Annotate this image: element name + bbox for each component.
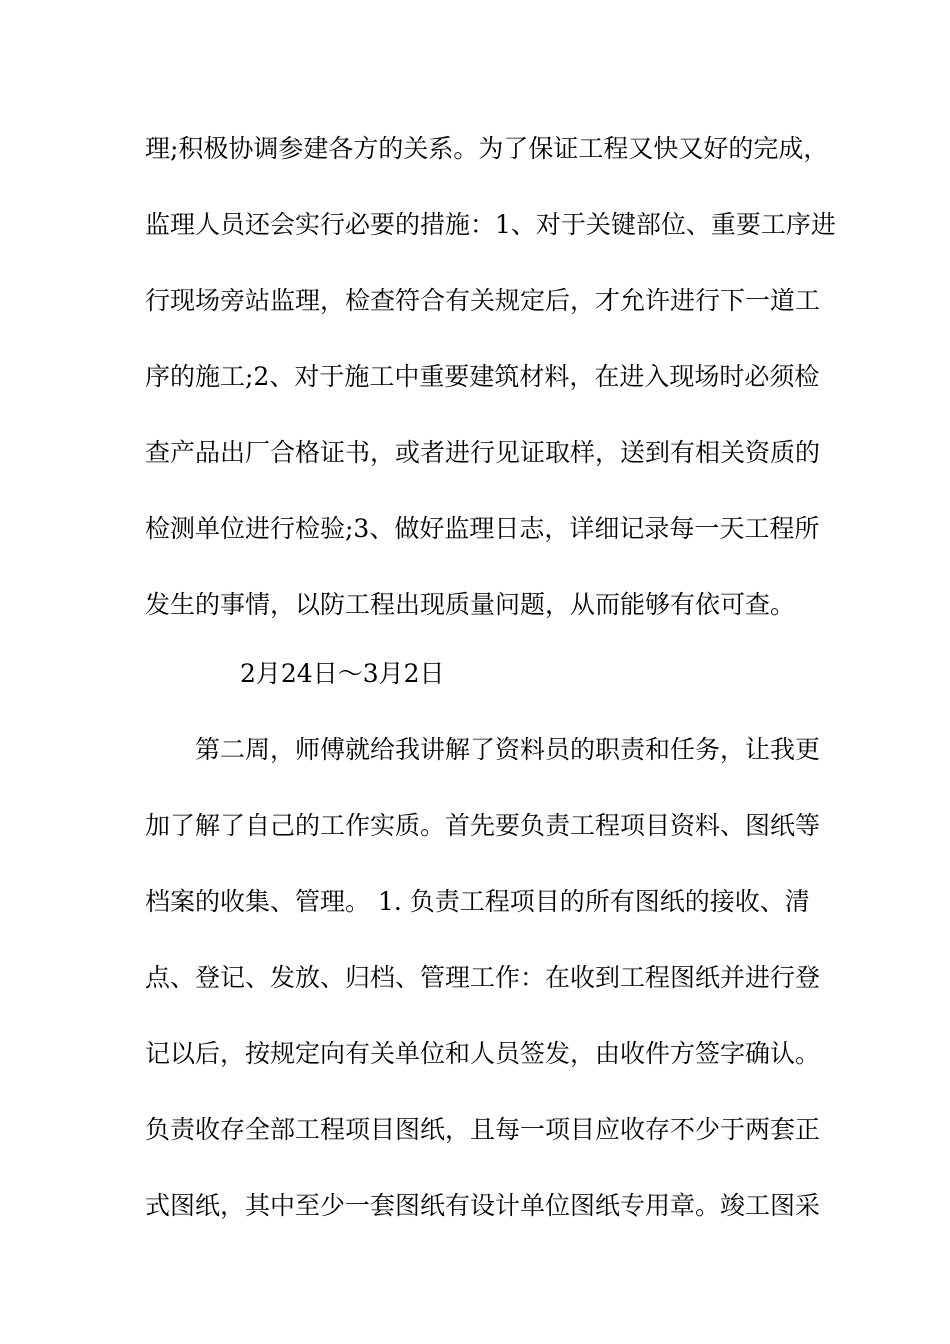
paragraph-start: 第二周，师傅就给我讲解了资料员的职责和任务，让我更 — [195, 735, 821, 764]
text-line: 档案的收集、管理。 1. 负责工程项目的所有图纸的接收、清 — [145, 887, 810, 916]
text-line: 发生的事情，以防工程出现质量问题，从而能够有依可查。 — [145, 590, 796, 619]
date-range-heading: 2月24日～3月2日 — [240, 659, 445, 688]
text-line: 监理人员还会实行必要的措施：1、对于关键部位、重要工序进 — [145, 210, 836, 239]
text-line: 负责收存全部工程项目图纸，且每一项目应收存不少于两套正 — [145, 1115, 821, 1144]
text-line: 检测单位进行检验;3、做好监理日志，详细记录每一天工程所 — [145, 514, 820, 543]
text-line: 点、登记、发放、归档、管理工作：在收到工程图纸并进行登 — [145, 963, 821, 992]
text-line: 式图纸，其中至少一套图纸有设计单位图纸专用章。竣工图采 — [145, 1191, 821, 1220]
text-line: 记以后，按规定向有关单位和人员签发，由收件方签字确认。 — [145, 1039, 821, 1068]
text-line: 查产品出厂合格证书，或者进行见证取样，送到有相关资质的 — [145, 438, 821, 467]
text-line: 行现场旁站监理，检查符合有关规定后，才允许进行下一道工 — [145, 286, 821, 315]
text-line: 序的施工;2、对于施工中重要建筑材料，在进入现场时必须检 — [145, 362, 820, 391]
text-line: 加了解了自己的工作实质。首先要负责工程项目资料、图纸等 — [145, 811, 821, 840]
text-line: 理;积极协调参建各方的关系。为了保证工程又快又好的完成， — [145, 134, 829, 163]
